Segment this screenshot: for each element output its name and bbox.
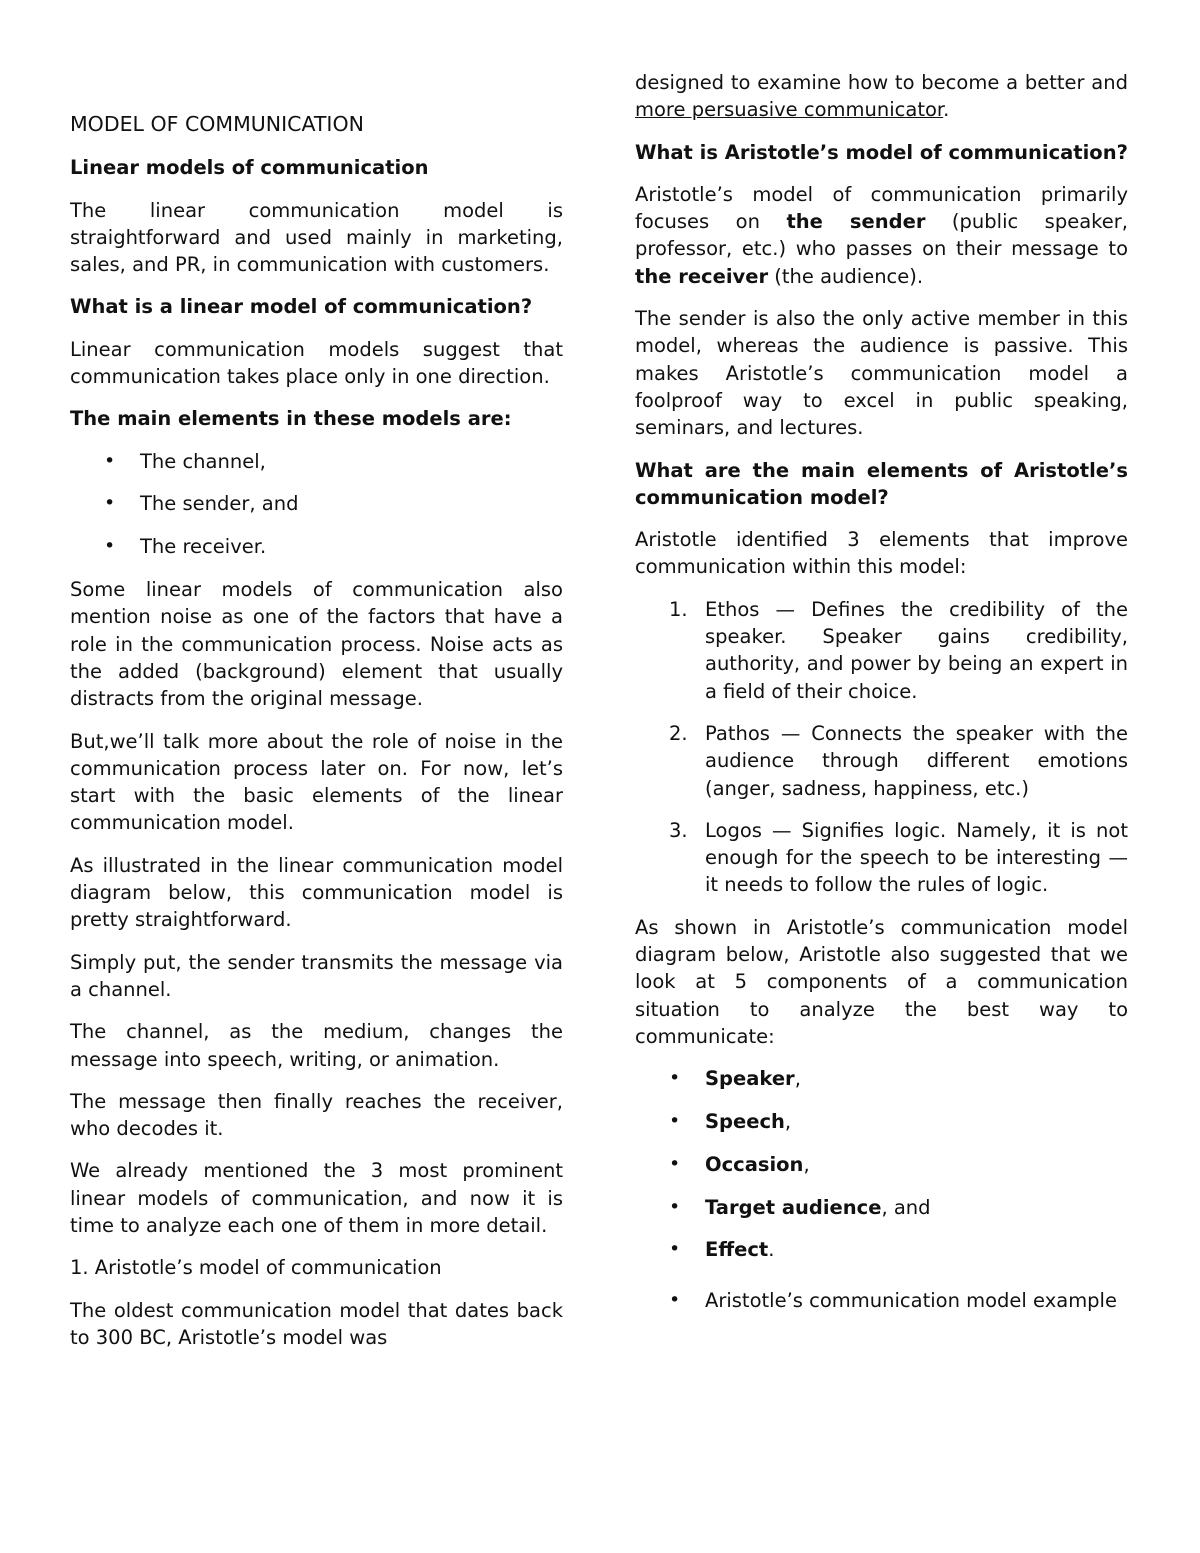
- paragraph: Simply put, the sender transmits the message via a channel.: [70, 950, 563, 1001]
- item-number: 2.: [669, 721, 688, 745]
- list-item: • The sender, and: [70, 490, 563, 517]
- text-span: , and: [881, 1195, 931, 1219]
- components-list: [635, 1065, 1128, 1263]
- text-span: .: [943, 98, 950, 122]
- item-number: 3.: [669, 818, 688, 842]
- list-item: [635, 1065, 1128, 1092]
- paragraph: The sender is also the only active member in this model, whereas the audience is passive. This makes Aristotle’s communication model a foolproof way to excel in public speaking, seminars, and lectures.: [635, 307, 1128, 440]
- list-item: [635, 1236, 1128, 1263]
- list-item: • The channel,: [70, 448, 563, 475]
- paragraph: Linear communication models suggest that communication takes place only in one direction.: [70, 337, 563, 389]
- list-item: [635, 1194, 1128, 1221]
- item-number: 1.: [669, 597, 688, 621]
- question-heading-elements: What are the main elements of Aristotle’s communication model?: [635, 458, 1128, 509]
- persuasive-communicator-link[interactable]: more persuasive communicator: [635, 98, 944, 122]
- paragraph: The message then finally reaches the receiver, who decodes it.: [70, 1089, 563, 1141]
- bold-term-sender: the sender: [786, 210, 926, 234]
- document-title: MODEL OF COMMUNICATION: [70, 112, 364, 136]
- right-column: [635, 69, 1128, 1338]
- text-span: .: [768, 1238, 775, 1262]
- numbered-list: [635, 596, 1128, 899]
- component-term: Target audience: [705, 1195, 882, 1219]
- list-item: [635, 1151, 1128, 1178]
- text-span: ,: [794, 1067, 801, 1091]
- list-item: [635, 1108, 1128, 1135]
- paragraph: We already mentioned the 3 most prominent linear models of communication, and now it is time to analyze each one of them in more detail.: [70, 1159, 563, 1237]
- section-heading-linear-models: Linear models of communication: [70, 156, 429, 180]
- question-heading-aristotle: What is Aristotle’s model of communication?: [635, 140, 1128, 164]
- item-text: Pathos — Connects the speaker with the audience through different emotions (anger, sadness, happiness, etc.): [705, 721, 1128, 800]
- example-list: [635, 1279, 1128, 1322]
- question-heading: What is a linear model of communication?: [70, 295, 533, 319]
- elements-list: [70, 448, 563, 561]
- numbered-item: [635, 596, 1128, 705]
- paragraph: But,we’ll talk more about the role of noise in the communication process later on. For now, let’s start with the basic elements of the linear communication model.: [70, 729, 563, 835]
- bold-term-receiver: the receiver: [635, 264, 769, 288]
- component-term: Speaker: [705, 1067, 795, 1091]
- numbered-item: [635, 817, 1128, 899]
- item-text: Logos — Signifies logic. Namely, it is not enough for the speech to be interesting — it needs to follow the rules of logic.: [705, 818, 1128, 897]
- paragraph: [635, 69, 1128, 124]
- elements-heading: The main elements in these models are:: [70, 407, 512, 431]
- item-text: Ethos — Defines the credibility of the speaker. Speaker gains credibility, authority, and power by being an expert in a field of their choice.: [705, 597, 1128, 703]
- paragraph: Some linear models of communication also mention noise as one of the factors that have a role in the communication process. Noise acts as the added (background) element that usually distracts from the original message.: [70, 578, 563, 711]
- paragraph: The linear communication model is straightforward and used mainly in marketing, sales, and PR, in communication with customers.: [70, 198, 563, 277]
- paragraph: The channel, as the medium, changes the message into speech, writing, or animation.: [70, 1020, 563, 1071]
- component-term: Speech: [705, 1110, 785, 1133]
- component-term: Effect: [705, 1238, 769, 1262]
- text-span: designed to examine how to become a better and: [635, 71, 1128, 94]
- list-item: • Aristotle’s communication model example: [635, 1279, 1128, 1322]
- paragraph: [635, 181, 1128, 290]
- paragraph: The oldest communication model that dates back to 300 BC, Aristotle’s model was: [70, 1298, 563, 1349]
- component-term: Occasion: [705, 1152, 804, 1176]
- paragraph: As illustrated in the linear communication model diagram below, this communication model is pretty straightforward.: [70, 853, 563, 932]
- text-span: Aristotle’s model of communication primarily focuses on: [635, 182, 1128, 234]
- paragraph: Aristotle identified 3 elements that improve communication within this model:: [635, 528, 1128, 579]
- subsection-title: 1. Aristotle’s model of communication: [70, 1256, 442, 1280]
- numbered-item: [635, 720, 1128, 802]
- text-span: (public speaker, professor, etc.) who passes on their message to: [635, 210, 1128, 261]
- text-span: (the audience).: [768, 264, 924, 288]
- text-span: ,: [803, 1152, 810, 1176]
- paragraph: As shown in Aristotle’s communication model diagram below, Aristotle also suggested that we look at 5 components of a communication situation to analyze the best way to communicate:: [635, 915, 1128, 1048]
- left-column: [70, 111, 563, 1366]
- text-span: ,: [784, 1110, 792, 1133]
- list-item: • The receiver.: [70, 533, 563, 560]
